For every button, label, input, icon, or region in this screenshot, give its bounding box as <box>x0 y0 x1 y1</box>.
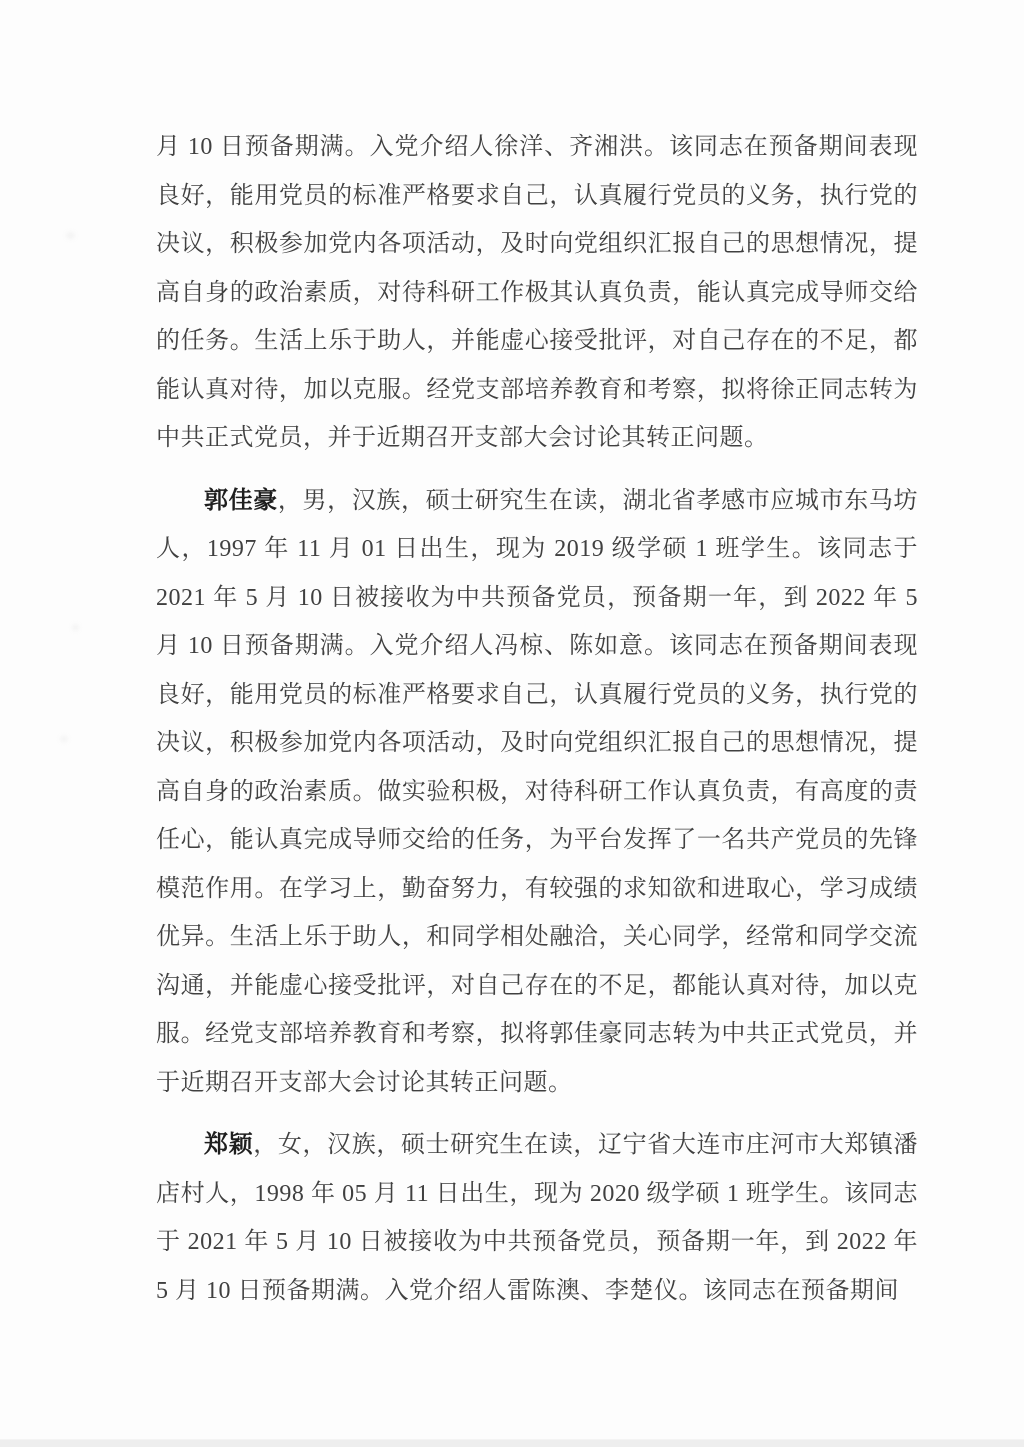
member-name: 郭佳豪 <box>204 487 278 514</box>
scan-edge <box>0 1439 1024 1447</box>
paragraph <box>156 477 918 1108</box>
scan-artifact <box>60 736 68 742</box>
scan-artifact <box>72 624 79 631</box>
paragraph-text: ，女，汉族，硕士研究生在读，辽宁省大连市庄河市大郑镇潘店村人，1998 年 05 月 11 日出生，现为 2020 级学硕 1 班学生。该同志于 2021 年 5 月 10 日被接收为中共预备党员，预备期一年，到 2022 年 5 月 10 日预备期满。入党介绍人雷陈澳、李楚仪。该同志在预备期间 <box>156 1132 918 1304</box>
document-body <box>156 123 918 1315</box>
paragraph-text: ，男，汉族，硕士研究生在读，湖北省孝感市应城市东马坊人，1997 年 11 月 01 日出生，现为 2019 级学硕 1 班学生。该同志于 2021 年 5 月 10 日被接收为中共预备党员，预备期一年，到 2022 年 5 月 10 日预备期满。入党介绍人冯椋、陈如意。该同志在预备期间表现良好，能用党员的标准严格要求自己，认真履行党员的义务，执行党的决议，积极参加党内各项活动，及时向党组织汇报自己的思想情况，提高自身的政治素质。做实验积极，对待科研工作认真负责，有高度的责任心，能认真完成导师交给的任务，为平台发挥了一名共产党员的先锋模范作用。在学习上，勤奋努力，有较强的求知欲和进取心，学习成绩优异。生活上乐于助人，和同学相处融洽，关心同学，经常和同学交流沟通，并能虚心接受批评，对自己存在的不足，都能认真对待，加以克服。经党支部培养教育和考察，拟将郭佳豪同志转为中共正式党员，并于近期召开支部大会讨论其转正问题。 <box>156 487 918 1096</box>
member-name: 郑颖 <box>204 1132 254 1158</box>
paragraph-text: 月 10 日预备期满。入党介绍人徐洋、齐湘洪。该同志在预备期间表现良好，能用党员的标准严格要求自己，认真履行党员的义务，执行党的决议，积极参加党内各项活动，及时向党组织汇报自己的思想情况，提高自身的政治素质，对待科研工作极其认真负责，能认真完成导师交给的任务。生活上乐于助人，并能虚心接受批评，对自己存在的不足，都能认真对待，加以克服。经党支部培养教育和考察，拟将徐正同志转为中共正式党员，并于近期召开支部大会讨论其转正问题。 <box>156 134 918 451</box>
paragraph <box>156 123 918 463</box>
scan-artifact <box>66 232 75 239</box>
paragraph <box>156 1121 918 1315</box>
